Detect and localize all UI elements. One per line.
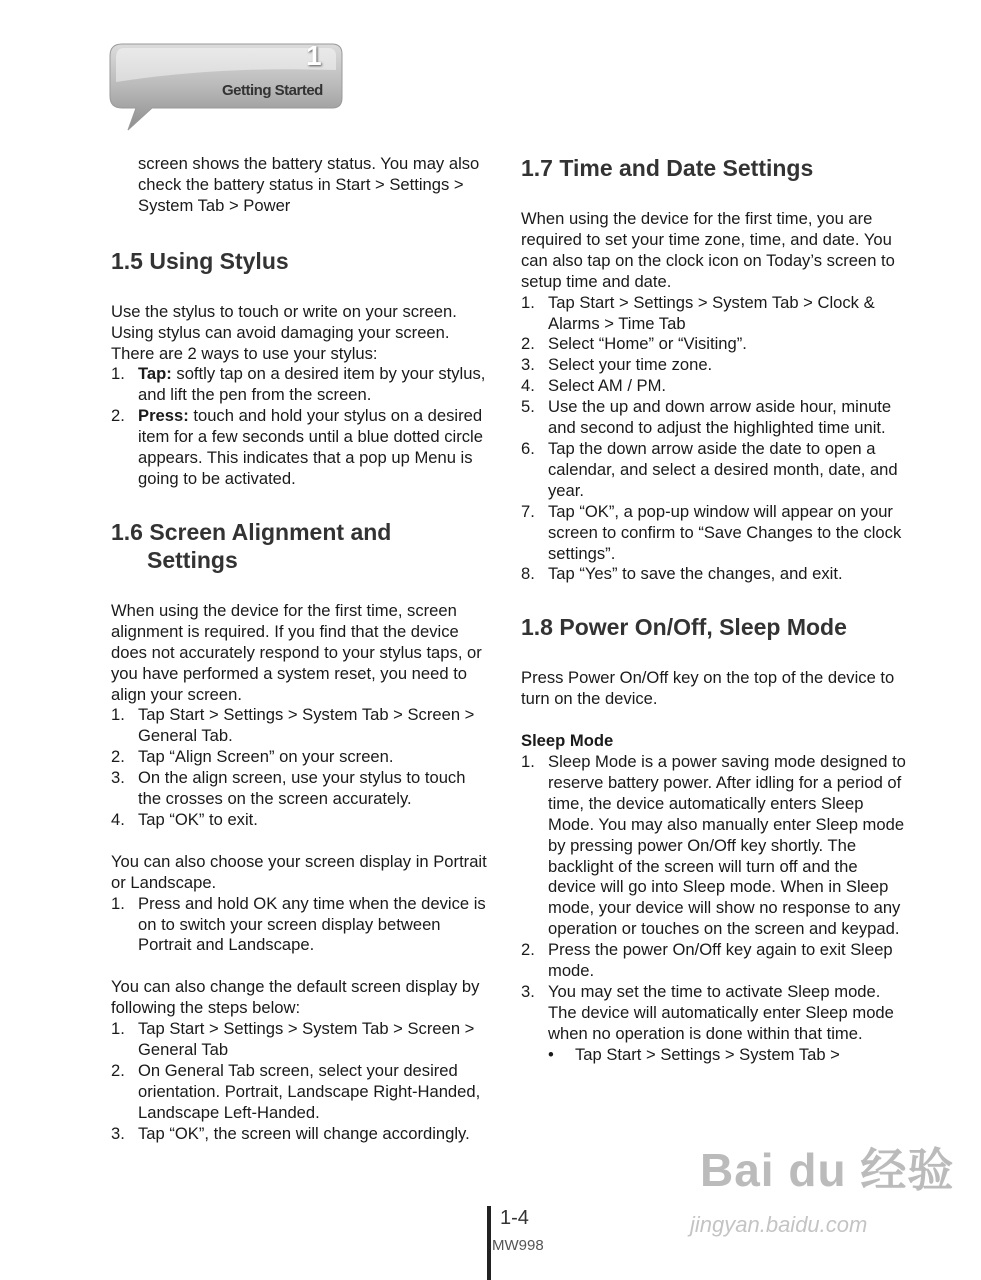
bullet-icon: • [548,1044,554,1064]
section-1-7-paragraph: When using the device for the first time, you are required to set your time zone, time, and date. You can also tap on the clock icon on Today’s screen to setup time and date. [521,209,895,291]
list-item: 3. On the align screen, use your stylus to touch the crosses on the screen accurately. [111,768,466,809]
list-item: 3. Select your time zone. [521,355,713,375]
list-item: 7. Tap “OK”, a pop-up window will appear on your screen to confirm to “Save Changes to the clock settings”. [521,501,902,563]
right-column [521,154,906,1066]
list-item: 2. Tap “Align Screen” on your screen. [111,747,394,767]
align-list [111,705,491,830]
page-number: 1-4 [500,1207,529,1229]
list-item: 5. Use the up and down arrow aside hour, minute and second to adjust the highlighted time unit. [521,397,892,438]
bullet-item: • Tap Start > Settings > System Tab > [548,1044,840,1064]
footer-divider [487,1206,491,1280]
list-item: 4. Select AM / PM. [521,376,667,396]
list-item: 3. Tap “OK”, the screen will change accordingly. [111,1123,470,1143]
list-item: 1. Tap Start > Settings > System Tab > Screen > General Tab [111,1019,475,1060]
section-1-5-title: 1.5 Using Stylus [111,247,289,274]
orientation-list [111,894,491,957]
list-item: 1. Tap: softly tap on a desired item by your stylus, and lift the pen from the screen. [111,364,486,405]
list-item: 2. Press the power On/Off key again to exit Sleep mode. [521,940,893,981]
intro-text: screen shows the battery status. You may also check the battery status in Start > Settings > System Tab > Power [138,154,480,215]
left-column [111,154,491,1145]
list-item: 1. Sleep Mode is a power saving mode designed to reserve battery power. After idling for a period of time, the device automatically enters Sleep Mode. You may also manually enter Sleep mode by pressing power On/Off key shortly. The backlight of the screen will turn off and the device will go into Sleep mode. When in Sleep mode, your device will show no response to any operation or touches on the screen and keypad. [521,752,906,939]
section-1-5-paragraph: Use the stylus to touch or write on your screen. Using stylus can avoid damaging your screen. There are 2 ways to use your stylus: [111,301,457,363]
list-item: 8. Tap “Yes” to save the changes, and exit. [521,564,843,584]
section-1-8-paragraph: Press Power On/Off key on the top of the device to turn on the device. [521,668,895,709]
list-item: 1. Tap Start > Settings > System Tab > Screen > General Tab. [111,705,475,746]
stylus-list [111,364,491,489]
list-item: 6. Tap the down arrow aside the date to open a calendar, and select a desired month, date, and year. [521,438,898,500]
watermark-url: jingyan.baidu.com [690,1212,868,1237]
list-item: 4. Tap “OK” to exit. [111,809,258,829]
section-1-6-paragraph-1: When using the device for the first time, screen alignment is required. If you find that the device does not accurately respond to your stylus taps, or you have performed a system reset, you need to align your screen. [111,600,482,704]
list-item: 2. Press: touch and hold your stylus on a desired item for a few seconds until a blue dotted circle appears. This indicates that a pop up Menu is going to be activated. [111,406,483,488]
watermark-brand: Bai du 经验 [700,1144,955,1196]
section-1-7-title: 1.7 Time and Date Settings [521,155,814,181]
time-date-list [521,293,906,586]
chapter-tab-shape [100,36,360,136]
list-item: 1. Tap Start > Settings > System Tab > Clock & Alarms > Time Tab [521,292,875,333]
list-item: 1. Press and hold OK any time when the device is on to switch your screen display between Portrait and Landscape. [111,893,486,955]
list-item: 3. You may set the time to activate Sleep mode. The device will automatically enter Sleep mode when no operation is done within that time. [521,982,894,1043]
sleep-mode-heading: Sleep Mode [521,731,614,751]
section-1-6-paragraph-3: You can also change the default screen display by following the steps below: [111,977,480,1018]
list-item: 2. On General Tab screen, select your desired orientation. Portrait, Landscape Right-Handed, Landscape Left-Handed. [111,1061,481,1122]
section-1-8-title: 1.8 Power On/Off, Sleep Mode [521,614,847,641]
section-1-6-paragraph-2: You can also choose your screen display in Portrait or Landscape. [111,851,487,892]
chapter-number: 1 [306,40,322,71]
chapter-tab [100,36,360,136]
model-name: MW998 [492,1237,544,1254]
sleep-mode-bullets [521,1045,906,1066]
chapter-label: Getting Started [222,82,323,99]
default-display-list [111,1019,491,1144]
section-1-6-title: 1.6 Screen Alignment and Settings [111,518,392,573]
sleep-mode-list [521,752,906,1045]
list-item: 2. Select “Home” or “Visiting”. [521,334,747,354]
